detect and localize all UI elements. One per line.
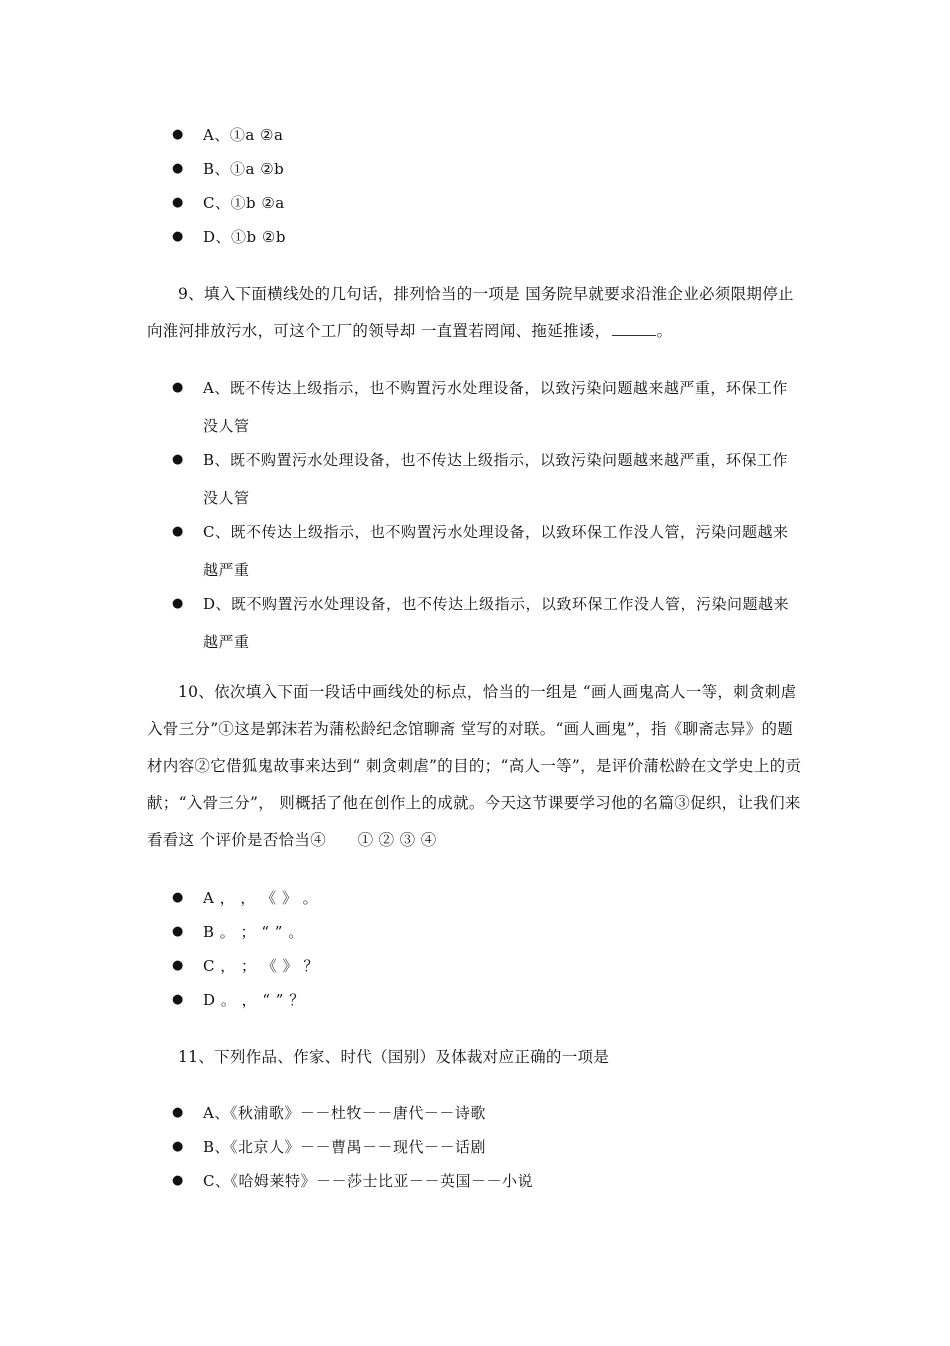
- bullet-icon: ●: [172, 596, 184, 611]
- option-text: C、①b ②a: [203, 194, 285, 212]
- option-item[interactable]: [0, 186, 950, 220]
- option-text: B、既不购置污水处理设备，也不传达上级指示，以致污染问题越来越严重，环保工作没人管: [203, 451, 789, 507]
- q8-options: [0, 118, 950, 254]
- option-text: A、《秋浦歌》－－杜牧－－唐代－－诗歌: [203, 1104, 486, 1122]
- option-item[interactable]: [0, 1130, 950, 1164]
- bullet-icon: ●: [172, 1173, 184, 1188]
- q9-options: [0, 369, 950, 657]
- option-item[interactable]: [0, 1096, 950, 1130]
- option-item[interactable]: [0, 881, 950, 915]
- bullet-icon: ●: [172, 380, 184, 395]
- option-text: A ， ， 《 》 。: [203, 889, 319, 907]
- bullet-icon: ●: [172, 524, 184, 539]
- option-item[interactable]: [0, 369, 950, 445]
- bullet-icon: ●: [172, 992, 184, 1007]
- option-item[interactable]: [0, 585, 950, 661]
- option-text: B、①a ②b: [203, 160, 285, 178]
- option-item[interactable]: [0, 441, 950, 517]
- option-text: D、①b ②b: [203, 228, 286, 246]
- bullet-icon: ●: [172, 1105, 184, 1120]
- bullet-icon: ●: [172, 924, 184, 939]
- bullet-icon: ●: [172, 1139, 184, 1154]
- option-text: B 。 ； “ ” 。: [203, 923, 304, 941]
- option-text: D 。 ， “ ” ？: [203, 991, 305, 1009]
- bullet-icon: ●: [172, 229, 184, 244]
- bullet-icon: ●: [172, 195, 184, 210]
- option-item[interactable]: [0, 118, 950, 152]
- option-item[interactable]: [0, 915, 950, 949]
- option-item[interactable]: [0, 1164, 950, 1198]
- option-text: D、既不购置污水处理设备，也不传达上级指示，以致环保工作没人管，污染问题越来越严重: [203, 595, 790, 651]
- bullet-icon: ●: [172, 958, 184, 973]
- question-11: [147, 1039, 807, 1076]
- answer-blank: [612, 321, 656, 336]
- option-text: C、《哈姆莱特》－－莎士比亚－－英国－－小说: [203, 1172, 533, 1190]
- question-9-text: 9、填入下面横线处的几句话，排列恰当的一项是 国务院早就要求沿淮企业必须限期停止向淮河排放污水，可这个工厂的领导却 一直置若罔闻、拖延推诿，: [147, 285, 794, 340]
- option-text: C ， ； 《 》 ？: [203, 957, 319, 975]
- question-11-text: 11、下列作品、作家、时代（国别）及体裁对应正确的一项是: [178, 1048, 610, 1066]
- option-text: C、既不传达上级指示，也不购置污水处理设备，以致环保工作没人管，污染问题越来越严重: [203, 523, 789, 579]
- option-item[interactable]: [0, 220, 950, 254]
- option-text: A、既不传达上级指示，也不购置污水处理设备，以致污染问题越来越严重，环保工作没人管: [203, 379, 788, 435]
- question-9: [147, 276, 807, 350]
- question-10-text: 10、依次填入下面一段话中画线处的标点，恰当的一组是 “画人画鬼高人一等，刺贪刺虐入骨三分”①这是郭沫若为蒲松龄纪念馆聊斋 堂写的对联。“画人画鬼”，指《聊斋志异》的题材内容②它借狐鬼故事来达到“ 刺贪刺虐”的目的；“高人一等”，是评价蒲松龄在文学史上的贡献；“入骨三分”， 则概括了他在创作上的成就。今天这节课要学习他的名篇③促织，让我们来看看这 个评价是否恰当④ ① ② ③ ④: [147, 683, 802, 849]
- question-9-end: 。: [656, 322, 673, 340]
- q10-options: [0, 881, 950, 1017]
- option-item[interactable]: [0, 152, 950, 186]
- bullet-icon: ●: [172, 127, 184, 142]
- option-item[interactable]: [0, 949, 950, 983]
- bullet-icon: ●: [172, 161, 184, 176]
- option-item[interactable]: [0, 513, 950, 589]
- bullet-icon: ●: [172, 890, 184, 905]
- question-10: [147, 674, 807, 859]
- bullet-icon: ●: [172, 452, 184, 467]
- option-text: B、《北京人》－－曹禺－－现代－－话剧: [203, 1138, 487, 1156]
- q11-options: [0, 1096, 950, 1198]
- option-text: A、①a ②a: [203, 126, 284, 144]
- option-item[interactable]: [0, 983, 950, 1017]
